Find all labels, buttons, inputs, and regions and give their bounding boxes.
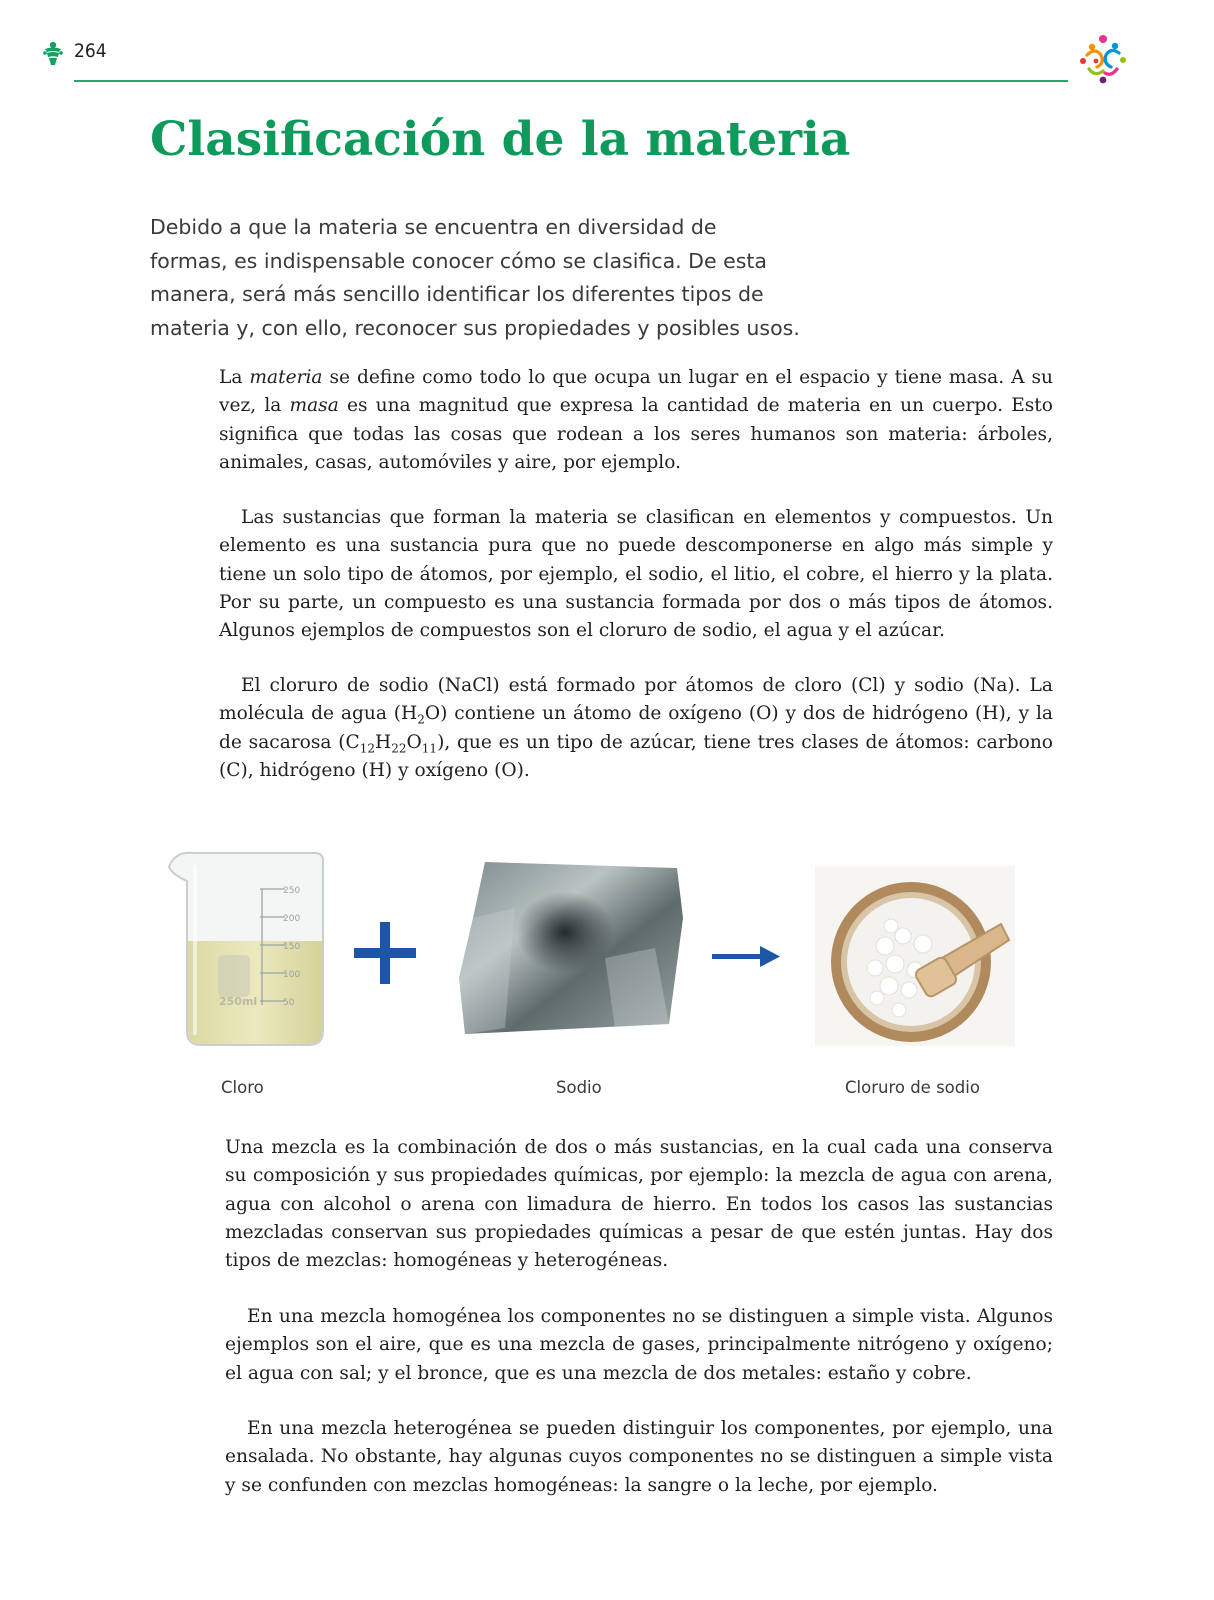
term-masa: masa bbox=[289, 395, 339, 417]
plus-icon bbox=[352, 920, 418, 986]
beaker-scale-mark: 200 bbox=[283, 914, 301, 924]
text-segment: O) contiene un átomo de oxígeno (O) y dos de hidrógeno (H), y la de sacarosa (C bbox=[219, 703, 1053, 753]
paragraph-mixture-definition: Una mezcla es la combinación de dos o más sustancias, en la cual cada una conserva su composición y sus propiedades químicas, por ejemplo: la mezcla de agua con arena, agua con alcohol o arena con limadura de hierro. En todos los casos las sustancias mezcladas conservan sus propiedades químicas a pesar de que estén juntas. Hay dos tipos de mezclas: homogéneas y heterogéneas. bbox=[225, 1137, 1053, 1272]
caption-chlorine: Cloro bbox=[221, 1078, 264, 1097]
reaction-arrow-icon bbox=[710, 944, 782, 968]
text-segment: O bbox=[406, 731, 422, 753]
beaker-scale-mark: 50 bbox=[283, 998, 295, 1008]
text-segment: es una magnitud que expresa la cantidad de materia en un cuerpo. Esto significa que todas las cosas que rodean a los seres humanos son materia: árboles, animales, casas, automóviles y aire, por ejemplo. bbox=[219, 395, 1053, 473]
caption-sodium: Sodio bbox=[556, 1078, 602, 1097]
text-segment: se define como todo lo que ocupa un lugar en el espacio y tiene masa. A su vez, la bbox=[219, 367, 1054, 417]
term-materia: materia bbox=[249, 367, 323, 388]
colorful-figures-logo-icon bbox=[1075, 33, 1131, 87]
textbook-emblem-icon bbox=[42, 40, 64, 66]
beaker-scale-mark: 250 bbox=[283, 886, 301, 896]
paragraph-compound-examples bbox=[219, 672, 1053, 785]
page-title: Clasificación de la materia bbox=[150, 112, 851, 167]
subscript: 2 bbox=[417, 713, 425, 728]
text-segment: ), que es un tipo de azúcar, tiene tres clases de átomos: carbono (C), hidrógeno (H) y oxígeno (O). bbox=[219, 731, 1053, 781]
paragraph-elements-compounds: Las sustancias que forman la materia se clasifican en elementos y compuestos. Un elemento es una sustancia pura que no puede descomponerse en algo más simple y tiene un solo tipo de átomos, por ejemplo, el sodio, el litio, el cobre, el hierro y la plata. Por su parte, un compuesto es una sustancia formada por dos o más tipos de átomos. Algunos ejemplos de compuestos son el cloruro de sodio, el agua y el azúcar. bbox=[219, 507, 1053, 642]
text-segment: La bbox=[219, 367, 243, 388]
beaker-volume-label: 250ml bbox=[219, 995, 258, 1008]
text-segment: El cloruro de sodio (NaCl) está formado por átomos de cloro (Cl) y sodio (Na). La molécula de agua (H bbox=[219, 675, 1053, 725]
page-number: 264 bbox=[74, 40, 107, 62]
header-rule bbox=[74, 80, 1068, 82]
beaker-scale-mark: 100 bbox=[283, 970, 301, 980]
subscript: 11 bbox=[421, 741, 438, 756]
caption-sodium-chloride: Cloruro de sodio bbox=[845, 1078, 980, 1097]
chlorine-beaker-image bbox=[165, 845, 330, 1050]
paragraph-heterogeneous-mixture: En una mezcla heterogénea se pueden distinguir los componentes, por ejemplo, una ensalada. No obstante, hay algunas cuyos componentes no se distinguen a simple vista y se confunden con mezclas homogéneas: la sangre o la leche, por ejemplo. bbox=[225, 1418, 1053, 1496]
subscript: 22 bbox=[391, 741, 407, 756]
subscript: 12 bbox=[359, 741, 376, 756]
intro-paragraph: Debido a que la materia se encuentra en diversidad de formas, es indispensable conocer cómo se clasifica. De esta manera, será más sencillo identificar los diferentes tipos de materia y, con ello, reconocer sus propiedades y posibles usos. bbox=[150, 215, 800, 340]
paragraph-homogeneous-mixture: En una mezcla homogénea los componentes no se distinguen a simple vista. Algunos ejemplos son el aire, que es una mezcla de gases, principalmente nitrógeno y oxígeno; el agua con sal; y el bronce, que es una mezcla de dos metales: estaño y cobre. bbox=[225, 1306, 1053, 1384]
beaker-scale-mark: 150 bbox=[283, 942, 301, 952]
sodium-crystal-image bbox=[455, 858, 687, 1036]
text-segment: H bbox=[375, 731, 392, 753]
paragraph-materia-definition bbox=[219, 364, 1053, 477]
sodium-chloride-bowl-image bbox=[815, 866, 1015, 1046]
